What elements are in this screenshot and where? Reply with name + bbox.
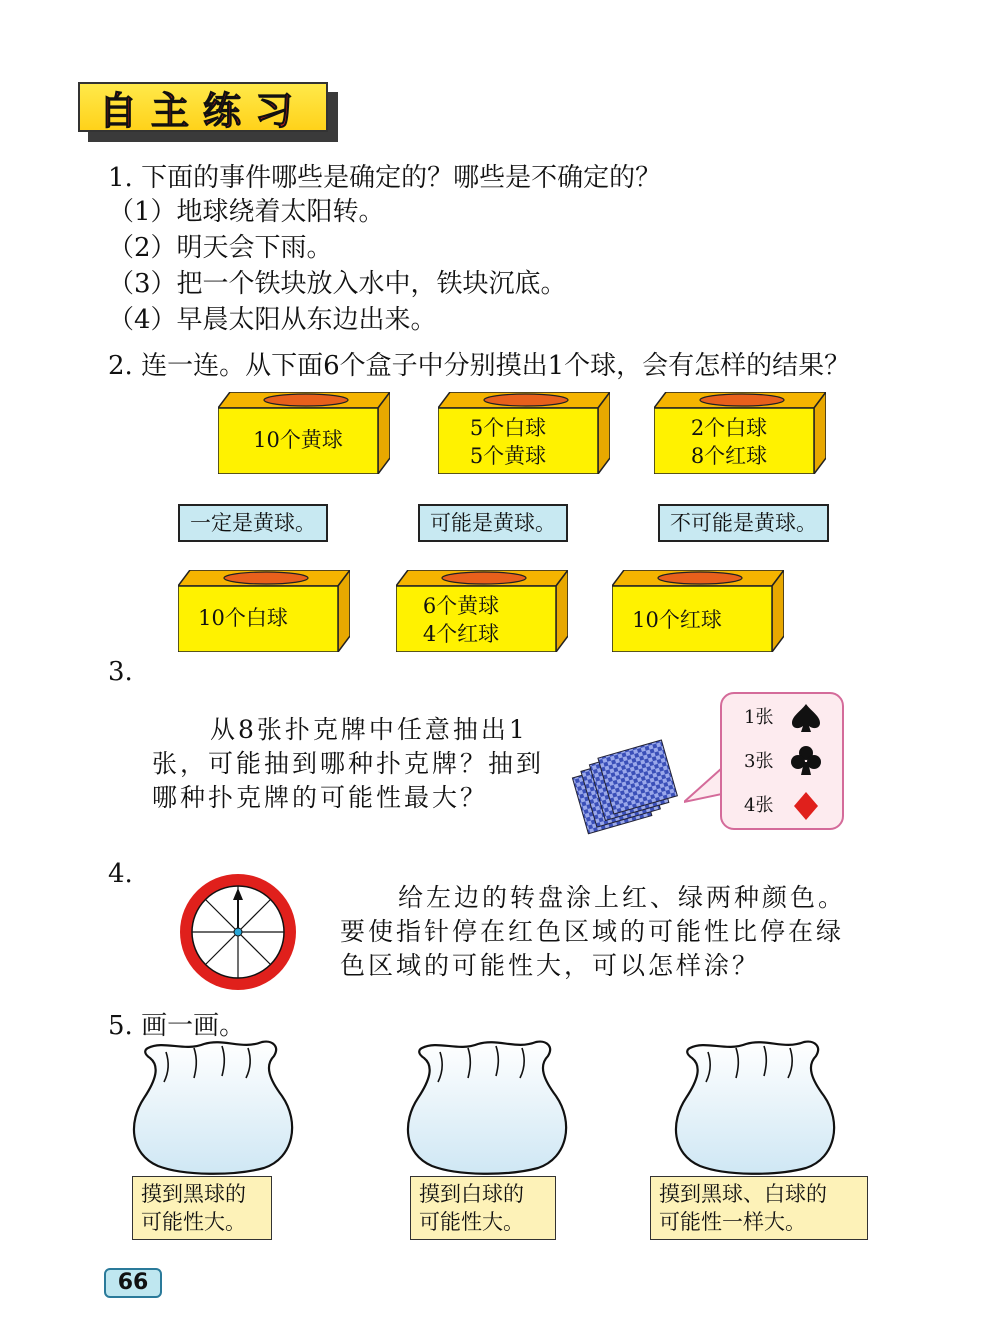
tag-possible-yellow[interactable]: 可能是黄球。	[418, 504, 568, 542]
box-label-line: 10个白球	[198, 606, 288, 630]
bubble-pointer	[684, 768, 724, 808]
box-label-line: 6个黄球	[422, 594, 500, 618]
q3-line-2: 张，可能抽到哪种扑克牌？抽到	[152, 749, 545, 778]
box-label-line: 8个红球	[690, 444, 768, 468]
q1-item-4: （4）早晨太阳从东边出来。	[108, 305, 437, 335]
q1-item-3: （3）把一个铁块放入水中，铁块沉底。	[108, 269, 567, 299]
card-count-label: 3张	[744, 751, 774, 772]
ball-box-1	[218, 392, 390, 474]
box-label-line: 2个白球	[690, 416, 768, 440]
caption-line: 摸到黑球的	[141, 1182, 246, 1206]
card-count-bubble	[720, 692, 844, 830]
q4-line-1: 给左边的转盘涂上红、绿两种颜色。	[398, 883, 847, 912]
q1-item-1: （1）地球绕着太阳转。	[108, 197, 385, 227]
club-icon	[790, 744, 822, 778]
q4-number: 4.	[108, 859, 133, 889]
tag-impossible-yellow[interactable]: 不可能是黄球。	[658, 504, 829, 542]
title-face	[78, 82, 328, 132]
spade-icon	[790, 702, 822, 734]
card-count-label: 1张	[744, 707, 774, 728]
bag-caption-3	[650, 1176, 868, 1240]
q5-stem: 5. 画一画。	[108, 1011, 246, 1041]
q1-stem: 1. 下面的事件哪些是确定的？哪些是不确定的？	[108, 163, 662, 193]
caption-line: 摸到白球的	[419, 1182, 524, 1206]
spinner-wheel[interactable]	[176, 870, 300, 994]
box-label-line: 5个黄球	[469, 444, 547, 468]
caption-line: 可能性大。	[141, 1210, 246, 1234]
box-label-line: 10个黄球	[253, 428, 343, 452]
q4-line-3: 色区域的可能性大，可以怎样涂？	[340, 951, 761, 980]
box-label-line: 10个红球	[632, 608, 722, 632]
ball-box-5	[396, 570, 568, 652]
section-title: 自主练习	[98, 88, 307, 133]
caption-line: 可能性大。	[419, 1210, 524, 1234]
card-count-spade	[744, 706, 773, 730]
ball-box-2	[438, 392, 610, 474]
caption-line: 可能性一样大。	[659, 1210, 806, 1234]
q4-line-2: 要使指针停在红色区域的可能性比停在绿	[340, 917, 845, 946]
caption-line: 摸到黑球、白球的	[659, 1182, 827, 1206]
bag-image-2[interactable]	[398, 1030, 578, 1180]
box-label-line: 5个白球	[469, 416, 547, 440]
q1-item-2: （2）明天会下雨。	[108, 233, 333, 263]
bag-image-3[interactable]	[666, 1030, 846, 1180]
bag-caption-1	[132, 1176, 272, 1240]
card-count-club	[744, 750, 773, 774]
q3-line-1: 从8张扑克牌中任意抽出1	[210, 715, 528, 744]
ball-box-4	[178, 570, 350, 652]
section-title-banner	[78, 82, 338, 142]
card-count-label: 4张	[744, 795, 774, 816]
playing-cards-image	[566, 738, 696, 838]
bag-image-1[interactable]	[124, 1030, 304, 1180]
tag-certain-yellow[interactable]: 一定是黄球。	[178, 504, 328, 542]
page-number: 66	[104, 1268, 162, 1298]
q3-line-3: 哪种扑克牌的可能性最大？	[152, 783, 489, 812]
ball-box-6	[612, 570, 784, 652]
bag-caption-2	[410, 1176, 556, 1240]
card-count-diamond	[744, 794, 773, 818]
box-label-line: 4个红球	[422, 622, 500, 646]
ball-box-3	[654, 392, 826, 474]
q2-stem: 2. 连一连。从下面6个盒子中分别摸出1个球，会有怎样的结果？	[108, 351, 851, 381]
diamond-icon	[792, 790, 820, 822]
q3-number: 3.	[108, 657, 133, 687]
